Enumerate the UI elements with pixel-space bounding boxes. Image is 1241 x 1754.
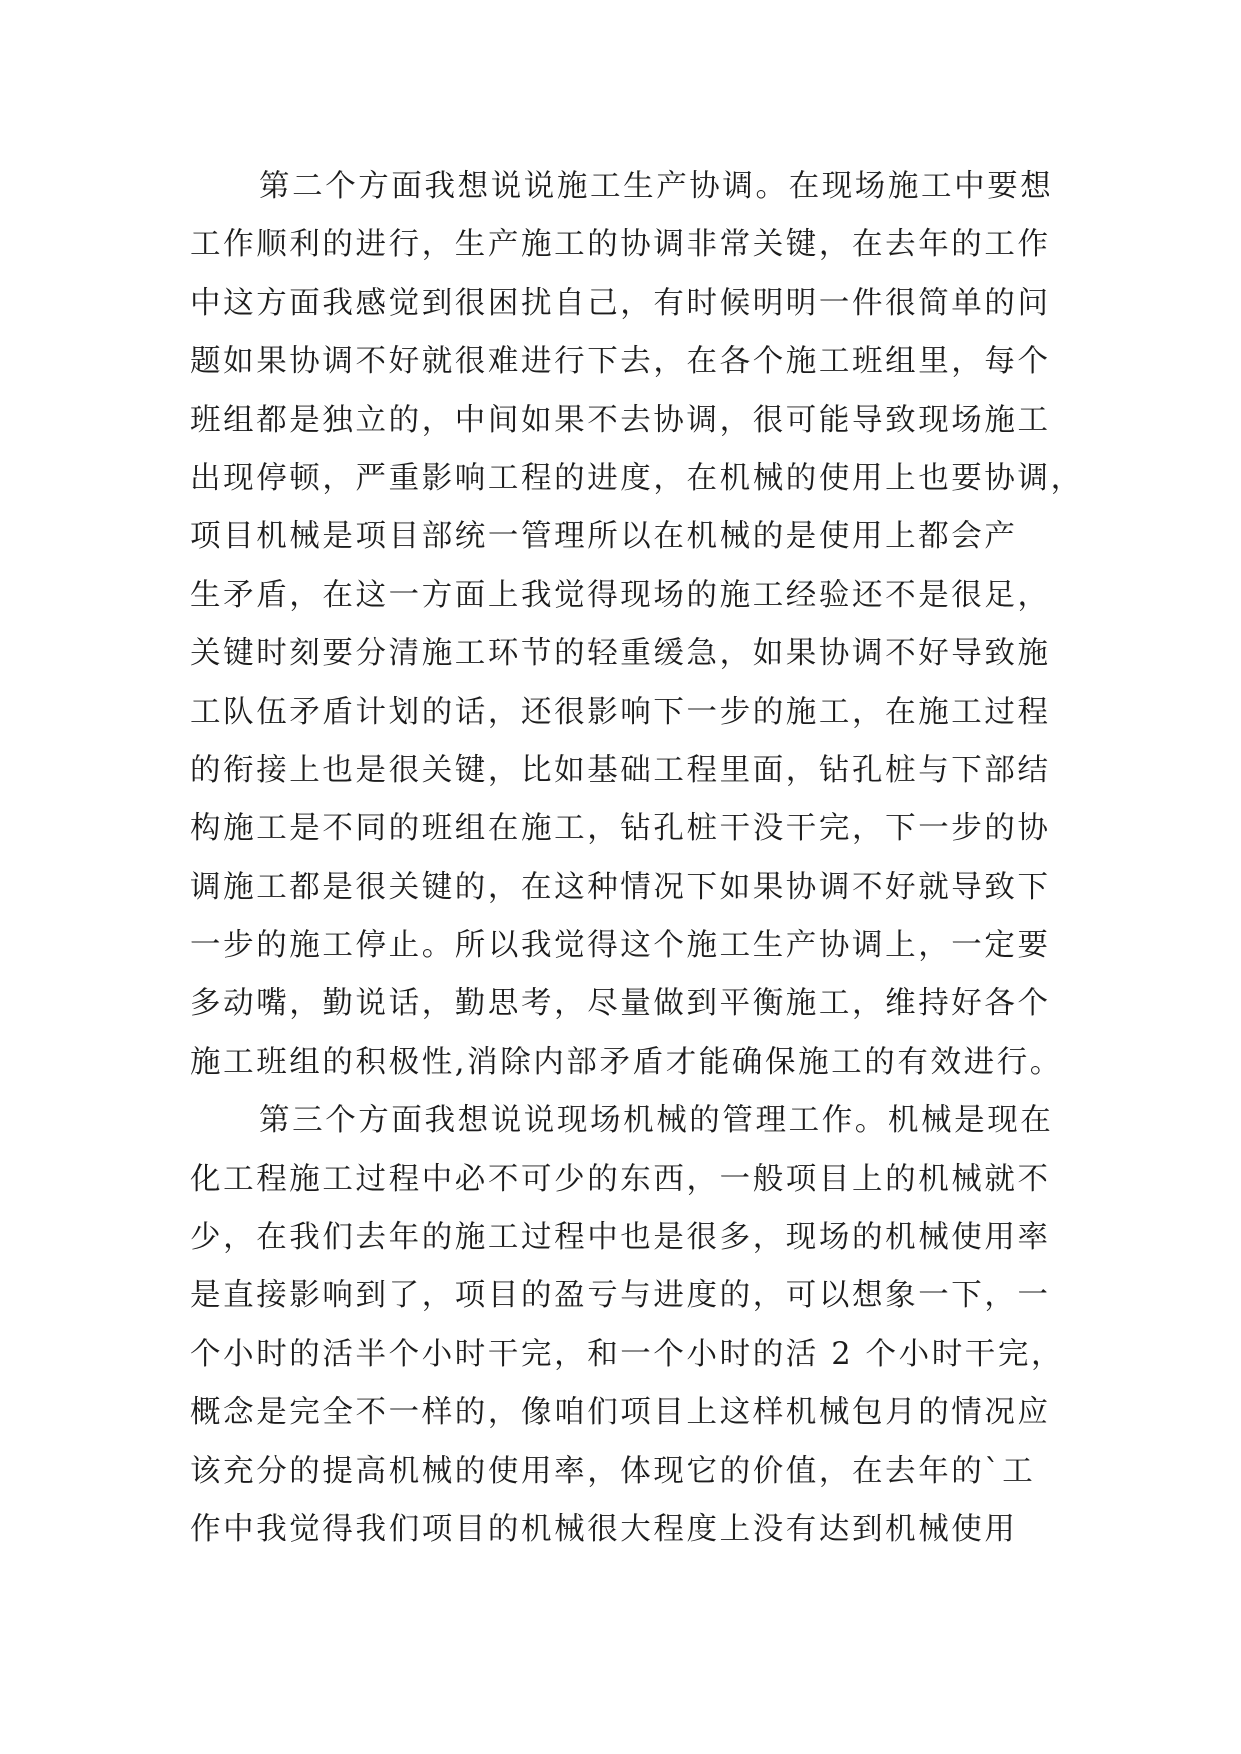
text-line: 关键时刻要分清施工环节的轻重缓急，如果协调不好导致施: [190, 636, 1051, 672]
text-line: 调施工都是很关键的，在这种情况下如果协调不好就导致下: [190, 869, 1051, 905]
text-line: 个小时的活半个小时干完，和一个小时的活 2 个小时干完，: [190, 1336, 1065, 1372]
body-text: [190, 158, 1084, 1559]
text-line: 生矛盾，在这一方面上我觉得现场的施工经验还不是很足，: [190, 577, 1051, 613]
text-line: 工作顺利的进行，生产施工的协调非常关键，在去年的工作: [190, 227, 1051, 263]
paragraph: [190, 1092, 1065, 1559]
text-line: 构施工是不同的班组在施工，钻孔桩干没干完，下一步的协: [190, 811, 1051, 847]
text-line: 少，在我们去年的施工过程中也是很多，现场的机械使用率: [190, 1220, 1051, 1256]
text-line: 项目机械是项目部统一管理所以在机械的是使用上都会产: [190, 519, 1018, 555]
text-line: 的衔接上也是很关键，比如基础工程里面，钻孔桩与下部结: [190, 752, 1051, 788]
text-line: 多动嘴，勤说话，勤思考，尽量做到平衡施工，维持好各个: [190, 986, 1051, 1022]
text-line: 第三个方面我想说说现场机械的管理工作。机械是现在: [259, 1103, 1054, 1139]
text-line: 施工班组的积极性,消除内部矛盾才能确保施工的有效进行。: [190, 1044, 1063, 1080]
text-line: 班组都是独立的，中间如果不去协调，很可能导致现场施工: [190, 402, 1051, 438]
text-line: 一步的施工停止。所以我觉得这个施工生产协调上，一定要: [190, 928, 1051, 964]
text-line: 工队伍矛盾计划的话，还很影响下一步的施工，在施工过程: [190, 694, 1051, 730]
paragraph: [190, 158, 1084, 1092]
text-line: 是直接影响到了，项目的盈亏与进度的，可以想象一下，一: [190, 1278, 1051, 1314]
text-line: 题如果协调不好就很难进行下去，在各个施工班组里，每个: [190, 344, 1051, 380]
text-line: 概念是完全不一样的，像咱们项目上这样机械包月的情况应: [190, 1395, 1051, 1431]
text-line: 中这方面我感觉到很困扰自己，有时候明明一件很简单的问: [190, 285, 1051, 321]
text-line: 出现停顿，严重影响工程的进度，在机械的使用上也要协调，: [190, 460, 1084, 496]
text-line: 第二个方面我想说说施工生产协调。在现场施工中要想: [259, 169, 1054, 204]
text-line: 该充分的提高机械的使用率，体现它的价值，在去年的`工: [190, 1453, 1036, 1489]
text-line: 化工程施工过程中必不可少的东西，一般项目上的机械就不: [190, 1161, 1051, 1197]
text-line: 作中我觉得我们项目的机械很大程度上没有达到机械使用: [190, 1511, 1018, 1547]
